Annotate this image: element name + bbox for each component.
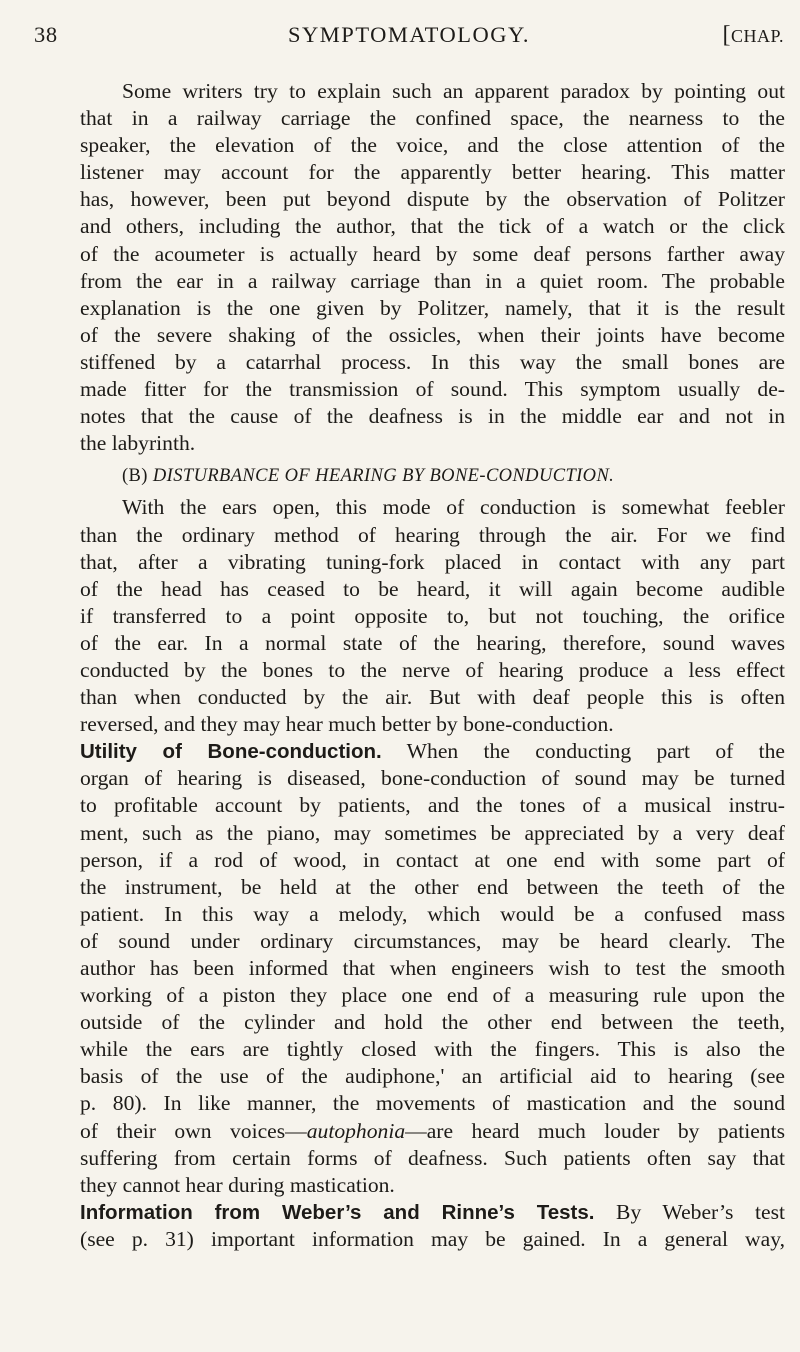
text-line: p. 80). In like manner, the movements of mastication and the sound [80, 1091, 785, 1116]
running-title: SYMPTOMATOLOGY. [288, 22, 530, 47]
text-line: of the acoumeter is actually heard by some deaf persons farther away [80, 241, 785, 266]
text-line [80, 1199, 785, 1226]
text-line [80, 738, 785, 765]
section-title: DISTURBANCE OF HEARING BY BONE-CONDUCTION. [152, 466, 615, 487]
chapter-bracket: [ [722, 22, 731, 48]
text-line: the labyrinth. [80, 431, 196, 456]
text-line: to profitable account by patients, and the tones of a musical instru- [80, 793, 785, 818]
text-line: listener may account for the apparently better hearing. This matter [80, 160, 785, 185]
text-run: —are heard much louder by patients [405, 1118, 785, 1143]
text-line: patient. In this way a melody, which would be a confused mass [80, 901, 785, 926]
text-line: of the severe shaking of the ossicles, when their joints have become [80, 322, 785, 347]
text-line: notes that the cause of the deafness is in the middle ear and not in [80, 404, 785, 429]
chapter-label [722, 22, 784, 49]
text-line: author has been informed that when engineers wish to test the smooth [80, 956, 785, 980]
paragraph-bone-conduction [80, 494, 785, 738]
text-line: Some writers try to explain such an apparent paradox by pointing out [122, 79, 785, 103]
text-line: that, after a vibrating tuning-fork placed in contact with any part [80, 549, 785, 574]
text-line: that in a railway carriage the confined space, the nearness to the [80, 106, 785, 131]
running-header [34, 22, 784, 52]
paragraph-railway [80, 78, 785, 457]
text-line: while the ears are tightly closed with the fingers. This is also the [80, 1037, 785, 1062]
text-line: (see p. 31) important information may be gained. In a general way, [80, 1226, 785, 1251]
run-in-heading: Information from Weber’s and Rinne’s Tests. [80, 1200, 595, 1224]
text-line: reversed, and they may hear much better by bone-conduction. [80, 712, 614, 737]
text-line: than the ordinary method of hearing through the air. For we find [80, 522, 785, 547]
text-line: basis of the use of the audiphone,' an artificial aid to hearing (see [80, 1064, 785, 1089]
text-line: if transferred to a point opposite to, but not touching, the orifice [80, 603, 785, 628]
text-run: When the conducting part of the [406, 739, 785, 764]
text-line: of the ear. In a normal state of the hearing, therefore, sound waves [80, 630, 785, 655]
body-text [80, 78, 785, 1253]
text-line: With the ears open, this mode of conduction is somewhat feebler [122, 495, 785, 520]
text-run: By Weber’s test [616, 1199, 785, 1224]
paragraph-weber [80, 1199, 785, 1253]
section-heading [80, 463, 785, 490]
text-line: working of a piston they place one end of a measuring rule upon the [80, 983, 785, 1008]
text-line: from the ear in a railway carriage than in a quiet room. The probable [80, 268, 785, 293]
text-line: of the head has ceased to be heard, it will again become audible [80, 576, 785, 601]
text-line: conducted by the bones to the nerve of hearing produce a less effect [80, 657, 785, 682]
text-line: ment, such as the piano, may sometimes be appreciated by a very deaf [80, 820, 785, 845]
text-line: explanation is the one given by Politzer, namely, that it is the result [80, 295, 785, 320]
text-line: outside of the cylinder and hold the other end between the teeth, [80, 1010, 785, 1035]
italic-term: autophonia [306, 1118, 406, 1143]
text-line: speaker, the elevation of the voice, and the close attention of the [80, 133, 785, 158]
text-line: than when conducted by the air. But with deaf people this is often [80, 685, 785, 710]
text-line: organ of hearing is diseased, bone-conduction of sound may be turned [80, 766, 785, 791]
text-line: they cannot hear during mastication. [80, 1172, 395, 1197]
chapter-abbrev: CHAP. [730, 26, 784, 46]
text-line: suffering from certain forms of deafness. Such patients often say that [80, 1145, 785, 1170]
text-line: and others, including the author, that the tick of a watch or the click [80, 214, 785, 239]
text-line: person, if a rod of wood, in contact at one end with some part of [80, 847, 785, 872]
page-number: 38 [34, 22, 58, 47]
text-line: has, however, been put beyond dispute by the observation of Politzer [80, 187, 785, 212]
run-in-heading: Utility of Bone-conduction. [80, 740, 382, 764]
text-run: of their own voices— [80, 1118, 307, 1143]
text-line: the instrument, be held at the other end between the teeth of the [80, 874, 785, 899]
text-line: of sound under ordinary circumstances, may be heard clearly. The [80, 928, 785, 953]
text-line [80, 1118, 785, 1145]
section-label: (B) [122, 466, 148, 487]
text-line: stiffened by a catarrhal process. In this way the small bones are [80, 349, 785, 374]
paragraph-utility [80, 738, 785, 1199]
text-line: made fitter for the transmission of sound. This symptom usually de- [80, 377, 785, 402]
